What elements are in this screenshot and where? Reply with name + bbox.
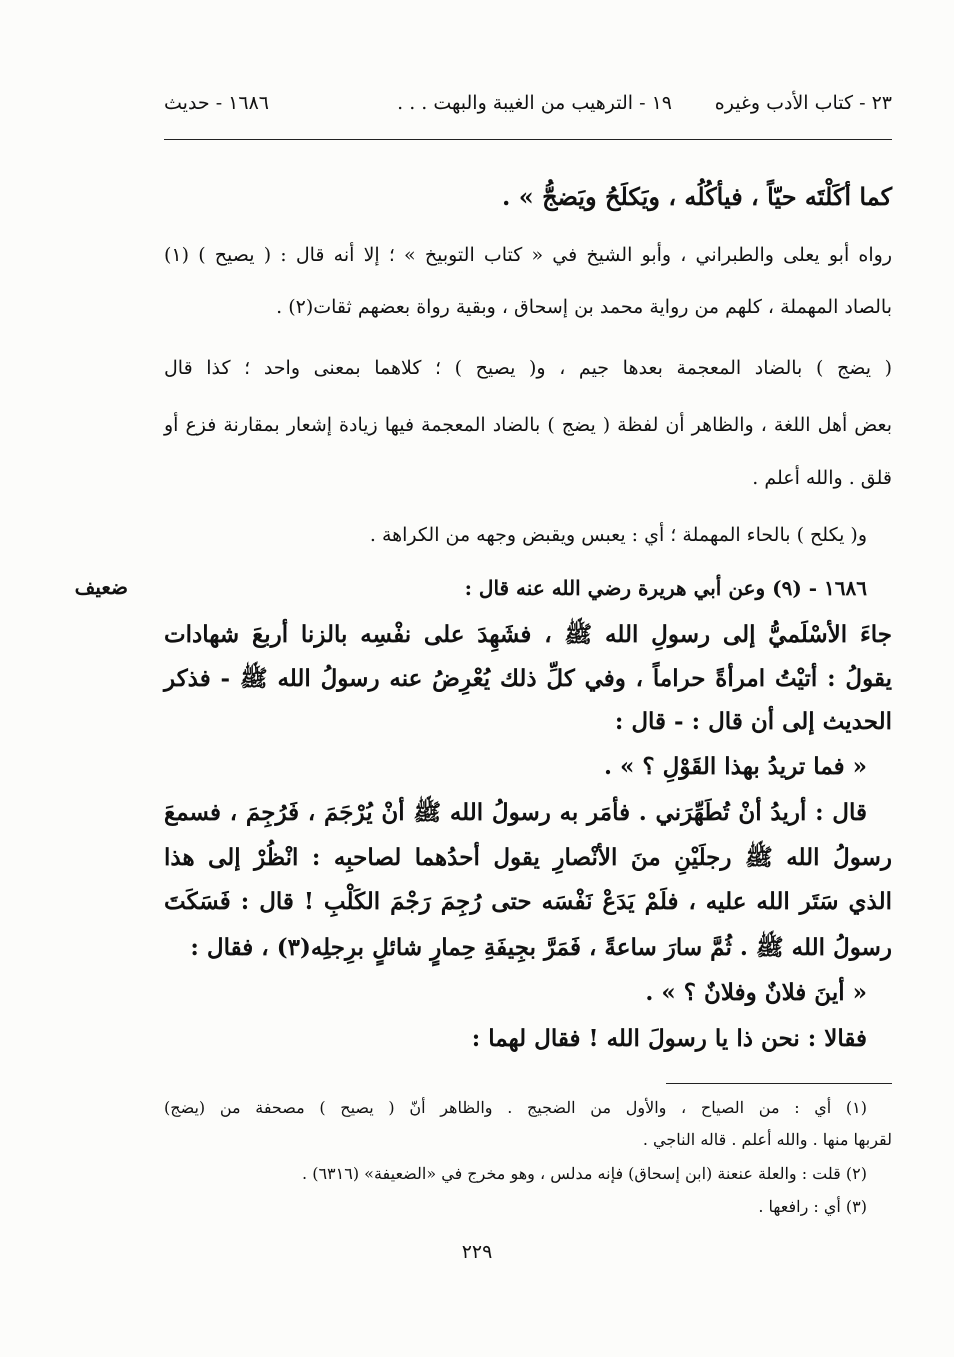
hadith-text-line: قال : أريدُ أنْ تُطَهِّرَني . فأمَر به رسولُ الله ﷺ أنْ يُرْجَمَ ، فَرُجِمَ ، فسمعَ (164, 799, 867, 826)
commentary-line: و( يكلح ) بالحاء المهملة ؛ أي : يعبس ويقبض وجهه من الكراهة . (369, 524, 867, 546)
footnote-line: (١) أي : من الصياح ، والأول من الضجيج . والظاهر أنّ ( يصيح ) مصحفة من (يضج) (164, 1098, 867, 1117)
footnote-line: (٢) قلت : والعلة عنعنة (ابن إسحاق) فإنه مدلس ، وهو مخرج في «الضعيفة» (٦٣١٦) . (302, 1164, 867, 1183)
hadith-text-line: « أينَ فلانٌ وفلانٌ ؟ » . (645, 979, 867, 1006)
running-header-section: ١٩ - الترهيب من الغيبة والبهت . . . (397, 92, 672, 114)
hadith-text-line: فقالا : نحن ذا يا رسولَ الله ! فقال لهما : (471, 1025, 867, 1052)
footnote-line: لقربها منها . والله أعلم . قاله الناجي . (642, 1130, 892, 1149)
hadith-text-line: رسولُ الله ﷺ رجلَيْنِ منَ الأنْصارِ يقول أحدُهما لصاحبِه : انْظُرْ إلى هذا (164, 844, 892, 871)
hadith-text-line: الذي سَتَر الله عليه ، فلَمْ يَدَعْ نَفْسَه حتى رُجِمَ رَجْمَ الكَلْبِ ! قال : فَسَكَتَ (164, 888, 892, 915)
header-divider (164, 139, 892, 140)
hadith-text-line: « فما تريدُ بهذا القَوْلِ ؟ » . (604, 753, 867, 780)
takhrij-line: بالصاد المهملة ، كلهم من رواية محمد بن إسحاق ، وبقية رواة بعضهم ثقات(٢) . (276, 296, 892, 318)
hadith-text-line: الحديث إلى أن قال : - قال : (614, 708, 892, 735)
hadith-text-line: يقولُ : أتيْتُ امرأةً حراماً ، وفي كلِّ ذلك يُعْرِضُ عنه رسولُ الله ﷺ - فذكر (164, 665, 892, 692)
footnote-divider (666, 1083, 892, 1084)
running-header-hadith-ref: ١٦٨٦ - حديث (164, 92, 269, 114)
page-number: ٢٢٩ (461, 1241, 493, 1263)
commentary-line: ( يضج ) بالضاد المعجمة بعدها جيم ، و( يصيح ) ؛ كلاهما بمعنى واحد ؛ كذا قال (164, 357, 892, 379)
takhrij-line: رواه أبو يعلى والطبراني ، وأبو الشيخ في « كتاب التوبيخ » ؛ إلا أنه قال : ( يصيح ) (١) (164, 244, 892, 266)
hadith-text-line: جاءَ الأسْلَميُّ إلى رسولِ الله ﷺ ، فشَهِدَ على نفْسِه بالزنا أربعَ شهادات (164, 621, 892, 648)
hadith-number-line: ١٦٨٦ - (٩) وعن أبي هريرة رضي الله عنه قال : (464, 576, 867, 600)
commentary-line: بعض أهل اللغة ، والظاهر أن لفظة ( يضج ) بالضاد المعجمة فيها زيادة إشعار بمقارنة فزع أو (164, 414, 892, 436)
grade-badge: ضعيف (74, 575, 128, 599)
footnote-line: (٣) أي : رافعها . (758, 1197, 867, 1216)
hadith-text-line: رسولُ الله ﷺ . ثُمَّ سارَ ساعةً ، فَمَرَّ بجِيفَةِ حِمارٍ شائلٍ برِجلِه(٣) ، فقال : (190, 934, 892, 961)
running-header-chapter: ٢٣ - كتاب الأدب وغيره (714, 92, 892, 114)
continuation-line: كما أكَلْتَه حيّاً ، فيأكُلُه ، ويَكلَحُ ويَضجُّ » . (502, 182, 892, 211)
commentary-line: قلق . والله أعلم . (752, 467, 892, 489)
